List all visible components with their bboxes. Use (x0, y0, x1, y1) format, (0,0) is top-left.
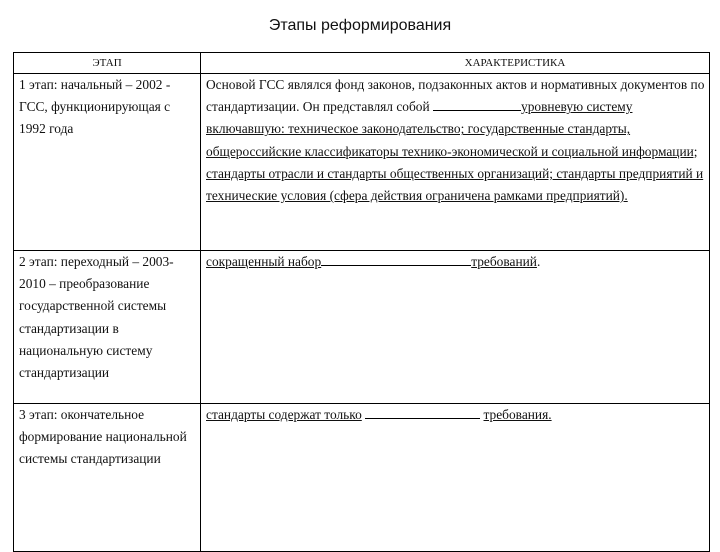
fill-in-blank (433, 96, 521, 111)
characteristic-cell (201, 74, 710, 251)
fill-in-blank (365, 404, 480, 419)
header-stage: ЭТАП (14, 53, 201, 74)
characteristic-text: требований (471, 254, 537, 269)
table-header-row (14, 53, 710, 74)
table-row (14, 251, 710, 404)
characteristic-text: требования. (483, 407, 552, 422)
characteristic-text: уровневую систему включавшую: техническое законодательство; государственные стандарты, общероссийские классификаторы технико-экономической и социальной информации; стандарты отрасли и стандарты общественных организаций; стандарты предприятий и технические условия (сфера действия ограничена рамками предприятий). (206, 99, 704, 204)
header-characteristic: ХАРАКТЕРИСТИКА (201, 53, 710, 74)
characteristic-cell (201, 404, 710, 552)
characteristic-cell (201, 251, 710, 404)
page-title: Этапы реформирования (268, 17, 452, 34)
characteristic-text: . (536, 254, 541, 269)
stage-cell: 2 этап: переходный – 2003-2010 – преобразование государственной системы стандартизации в национальную систему стандартизации (14, 251, 201, 404)
characteristic-text: сокращенный набор (206, 254, 322, 269)
table-row (14, 74, 710, 251)
stage-cell: 3 этап: окончательное формирование национальной системы стандартизации (14, 404, 201, 552)
fill-in-blank (321, 251, 471, 266)
reform-stages-table (13, 52, 710, 552)
table-row (14, 404, 710, 552)
stage-cell: 1 этап: начальный – 2002 - ГСС, функционирующая с 1992 года (14, 74, 201, 251)
characteristic-text: Основой ГСС являлся фонд законов, подзаконных актов и нормативных документов по стандартизации. Он представлял собой (206, 77, 705, 115)
characteristic-text: стандарты содержат только (206, 407, 362, 422)
